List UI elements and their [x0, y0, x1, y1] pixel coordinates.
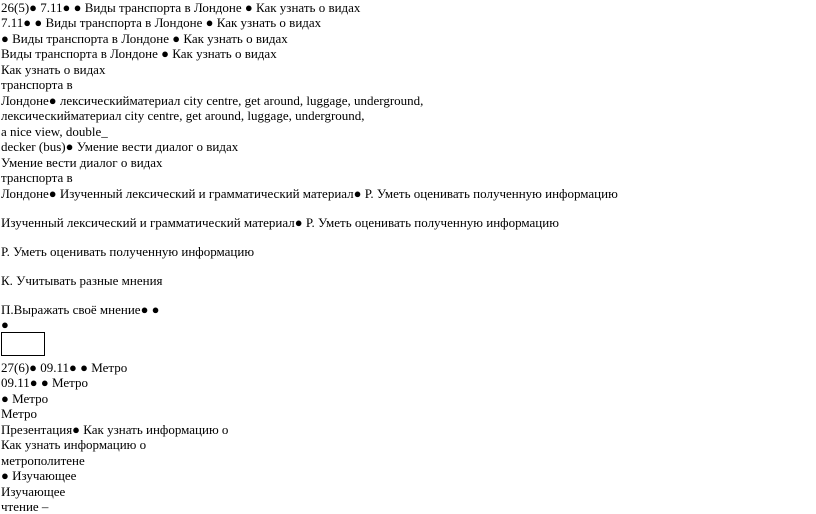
line-lesson-27-header: 27(6)● 09.11● ● Метро	[1, 360, 128, 375]
line-assess-info: Р. Уметь оценивать полученную информацию	[1, 244, 255, 259]
line-vocabulary: лексическийматериал city centre, get around, luggage, underground,	[1, 108, 365, 123]
line-date-09-11: 09.11● ● Метро	[1, 375, 88, 390]
line-metro: Метро	[1, 406, 37, 421]
line-find-info: Как узнать информацию о	[1, 437, 147, 452]
line-topic-metro: ● Метро	[1, 391, 49, 406]
line-lesson-26-header: 26(5)● 7.11● ● Виды транспорта в Лондоне ● Как узнать о видах	[1, 0, 361, 15]
line-studying: Изучающее	[1, 484, 66, 499]
line-goal-kinds: Как узнать о видах	[1, 62, 106, 77]
line-consider-opinions: К. Учитывать разные мнения	[1, 273, 163, 288]
line-date-7-11: 7.11● ● Виды транспорта в Лондоне ● Как узнать о видах	[1, 15, 322, 30]
line-london-vocabulary: Лондоне● лексическийматериал city centre, get around, luggage, underground,	[1, 93, 424, 108]
line-material-assess: Изученный лексический и грамматический материал● Р. Уметь оценивать полученную информацию	[1, 215, 559, 230]
line-presentation: Презентация● Как узнать информацию о	[1, 422, 229, 437]
line-london-material: Лондоне● Изученный лексический и грамматический материал● Р. Уметь оценивать полученную информацию	[1, 186, 618, 201]
line-metropolitan: метрополитене	[1, 453, 85, 468]
line-express-opinion: П.Выражать своё мнение● ●	[1, 302, 160, 317]
line-nice-view: a nice view, double_	[1, 124, 108, 139]
line-transport-in-2: транспорта в	[1, 170, 73, 185]
line-dialog-skill: Умение вести диалог о видах	[1, 155, 163, 170]
line-transport-in: транспорта в	[1, 77, 73, 92]
line-studying-bullet: ● Изучающее	[1, 468, 77, 483]
line-reading: чтение –	[1, 499, 49, 514]
line-topic-transport-repeat: Виды транспорта в Лондоне ● Как узнать о видах	[1, 46, 277, 61]
empty-cell-box	[1, 332, 45, 356]
line-topic-transport: ● Виды транспорта в Лондоне ● Как узнать о видах	[1, 31, 288, 46]
line-decker-bus: decker (bus)● Умение вести диалог о видах	[1, 139, 239, 154]
line-bullet: ●	[1, 317, 9, 332]
